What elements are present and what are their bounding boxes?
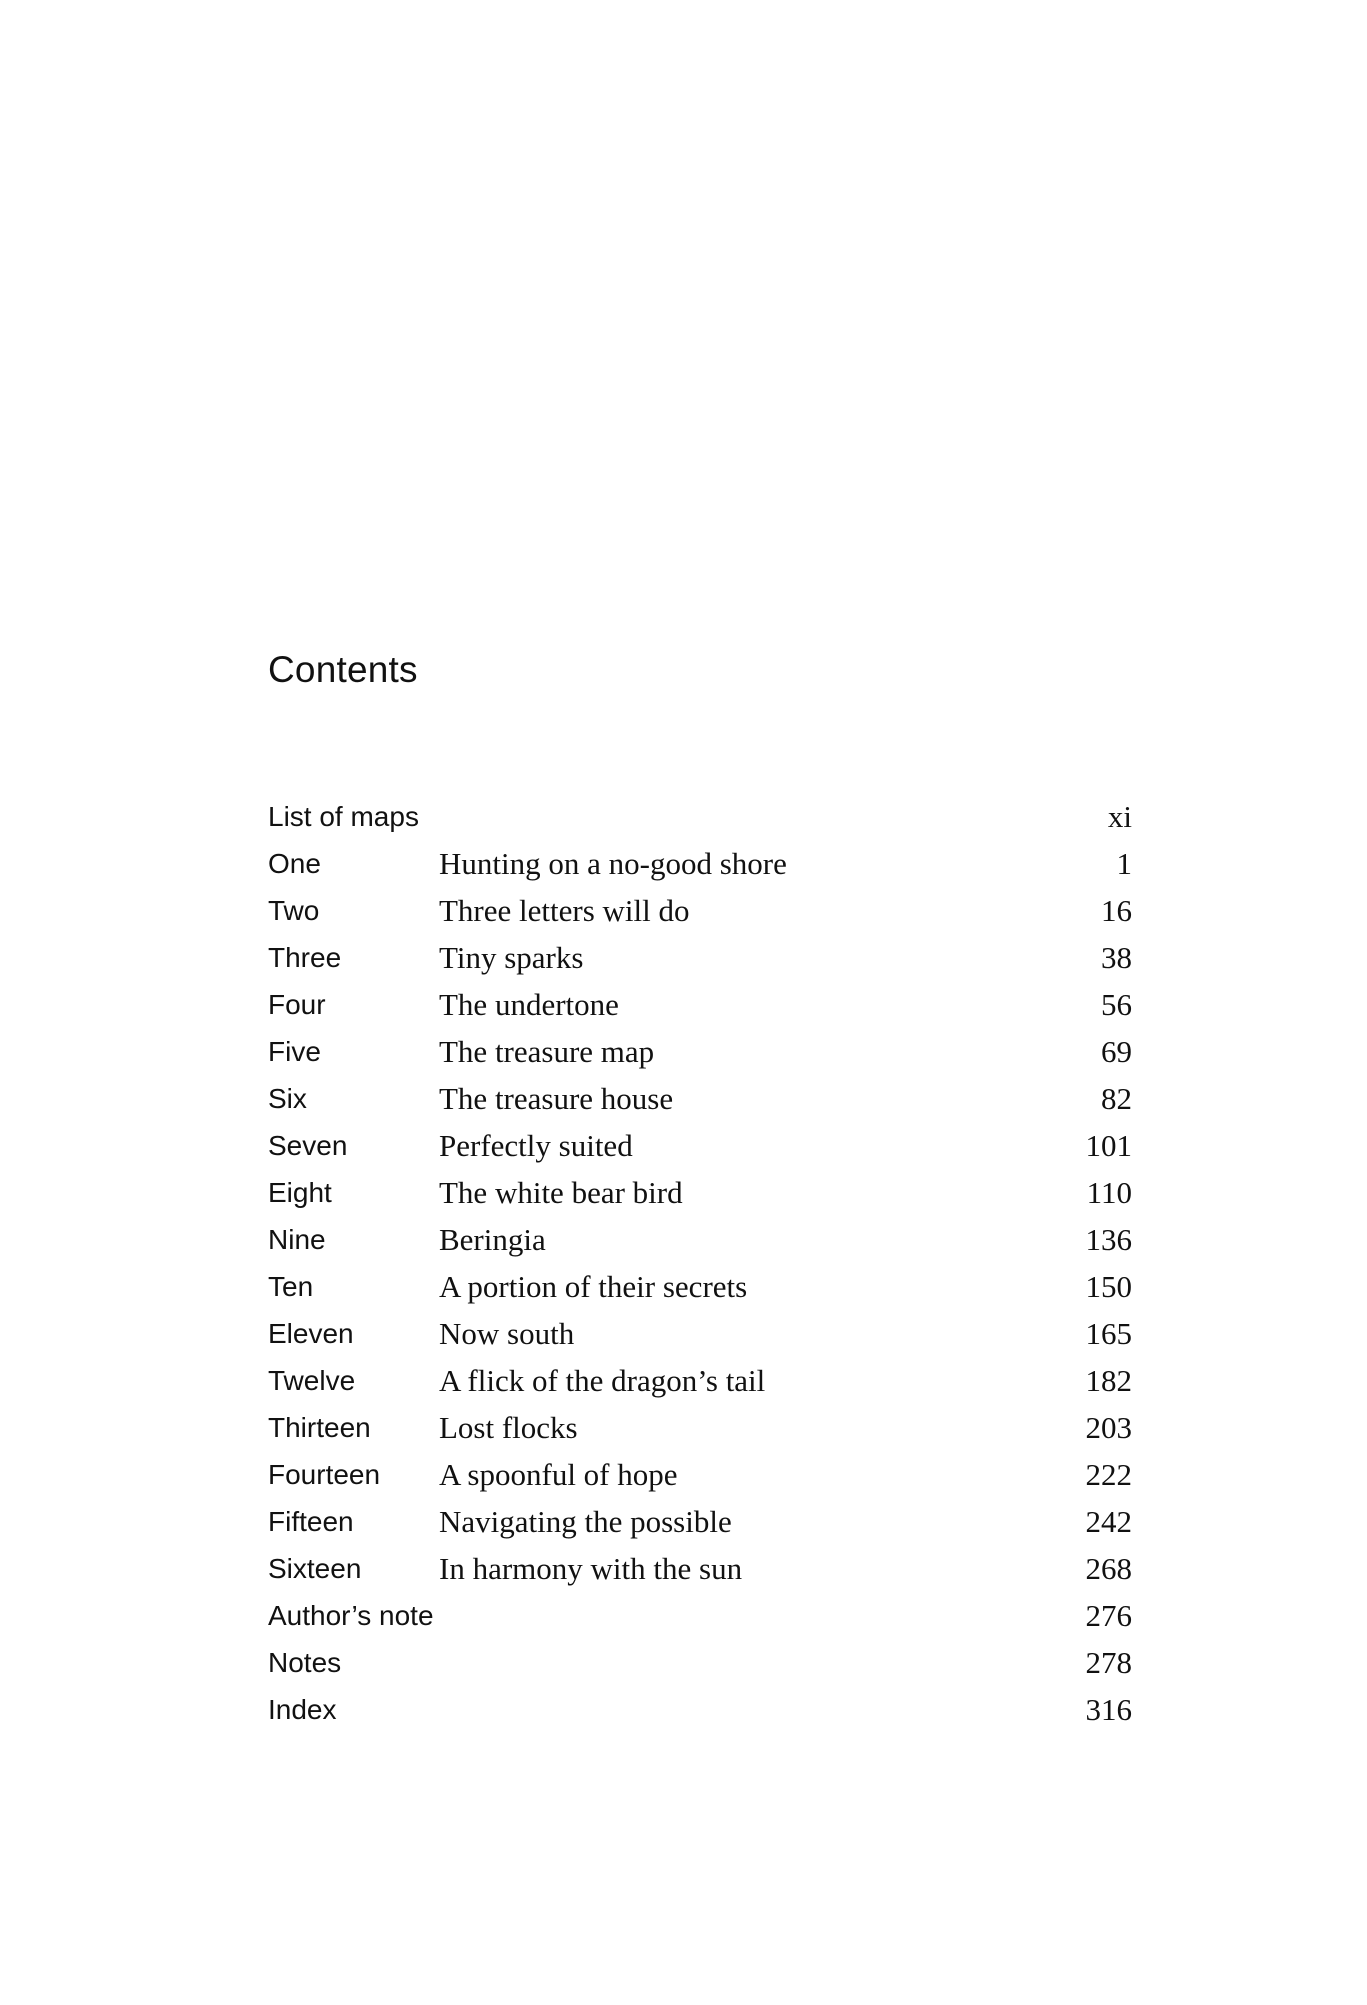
toc-entry-label: Three: [268, 942, 342, 973]
toc-entry-title: Navigating the possible: [439, 1504, 732, 1539]
toc-entry: [268, 1596, 1132, 1643]
toc-entry: [268, 844, 1132, 891]
toc-entry-page-number: 276: [1085, 1598, 1132, 1633]
toc-entry-title: The white bear bird: [439, 1175, 683, 1210]
toc-entry-page-number: 110: [1086, 1175, 1132, 1210]
toc-entry-title: The treasure house: [439, 1081, 674, 1116]
toc-entry-label: Index: [268, 1694, 337, 1725]
toc-entry: [268, 985, 1132, 1032]
toc-entry-label: Fifteen: [268, 1506, 354, 1537]
toc-entry-label: Sixteen: [268, 1553, 362, 1584]
toc-entry-label: Author’s note: [268, 1600, 434, 1631]
toc-entry: [268, 938, 1132, 985]
toc-entry-page-number: 278: [1085, 1645, 1132, 1680]
toc-entry-label: Seven: [268, 1130, 348, 1161]
toc-entry-label: Thirteen: [268, 1412, 371, 1443]
toc-entry-label: Twelve: [268, 1365, 356, 1396]
toc-entry-page-number: 101: [1085, 1128, 1132, 1163]
toc-entry: [268, 1220, 1132, 1267]
toc-entry-page-number: 38: [1101, 940, 1132, 975]
toc-entry: [268, 1079, 1132, 1126]
toc-entry-label: Nine: [268, 1224, 326, 1255]
toc-entry-title: Beringia: [439, 1222, 546, 1257]
toc-entry-title: Perfectly suited: [439, 1128, 633, 1163]
toc-entry: [268, 1314, 1132, 1361]
toc-entry-label: Four: [268, 989, 326, 1020]
toc-entry: [268, 1643, 1132, 1690]
toc-entry: [268, 1502, 1132, 1549]
toc-entry: [268, 1408, 1132, 1455]
toc-entry: [268, 797, 1132, 844]
toc-entry-label: Ten: [268, 1271, 314, 1302]
toc-entry-page-number: 203: [1085, 1410, 1132, 1445]
toc-entry-title: A spoonful of hope: [439, 1457, 678, 1492]
toc-entry-page-number: 69: [1101, 1034, 1132, 1069]
toc-entry-page-number: 242: [1085, 1504, 1132, 1539]
table-of-contents: [268, 797, 1132, 1737]
toc-entry-page-number: 165: [1085, 1316, 1132, 1351]
toc-entry-label: List of maps: [268, 801, 419, 832]
toc-entry-title: The treasure map: [439, 1034, 655, 1069]
toc-entry: [268, 1032, 1132, 1079]
toc-entry-label: Fourteen: [268, 1459, 381, 1490]
toc-entry-label: Eight: [268, 1177, 332, 1208]
toc-entry: [268, 1690, 1132, 1737]
toc-entry-page-number: 82: [1101, 1081, 1132, 1116]
toc-entry-title: A portion of their secrets: [439, 1269, 748, 1304]
toc-entry-page-number: 268: [1085, 1551, 1132, 1586]
contents-heading: Contents: [268, 649, 418, 690]
toc-entry-label: Two: [268, 895, 320, 926]
toc-entry-label: Six: [268, 1083, 307, 1114]
toc-entry-page-number: 150: [1085, 1269, 1132, 1304]
toc-entry-page-number: 1: [1116, 846, 1132, 881]
toc-entry-title: Now south: [439, 1316, 575, 1351]
toc-entry-page-number: 56: [1101, 987, 1132, 1022]
toc-entry-page-number: xi: [1107, 799, 1132, 834]
toc-entry: [268, 1173, 1132, 1220]
toc-entry: [268, 1549, 1132, 1596]
toc-entry-label: One: [268, 848, 321, 879]
toc-entry: [268, 1455, 1132, 1502]
toc-entry-page-number: 222: [1085, 1457, 1132, 1492]
toc-entry-title: Three letters will do: [439, 893, 690, 928]
toc-entry-title: Tiny sparks: [439, 940, 584, 975]
toc-entry-page-number: 316: [1085, 1692, 1132, 1727]
toc-entry-page-number: 182: [1085, 1363, 1132, 1398]
toc-entry-page-number: 136: [1085, 1222, 1132, 1257]
toc-entry: [268, 1126, 1132, 1173]
toc-entry: [268, 1361, 1132, 1408]
toc-entry-title: Lost flocks: [439, 1410, 578, 1445]
toc-entry-title: In harmony with the sun: [439, 1551, 743, 1586]
toc-entry-label: Five: [268, 1036, 321, 1067]
toc-entry-label: Notes: [268, 1647, 342, 1678]
toc-entry-title: The undertone: [439, 987, 619, 1022]
toc-entry: [268, 1267, 1132, 1314]
toc-entry-page-number: 16: [1101, 893, 1132, 928]
toc-entry: [268, 891, 1132, 938]
toc-entry-title: Hunting on a no-good shore: [439, 846, 787, 881]
toc-entry-label: Eleven: [268, 1318, 354, 1349]
toc-entry-title: A flick of the dragon’s tail: [439, 1363, 766, 1398]
